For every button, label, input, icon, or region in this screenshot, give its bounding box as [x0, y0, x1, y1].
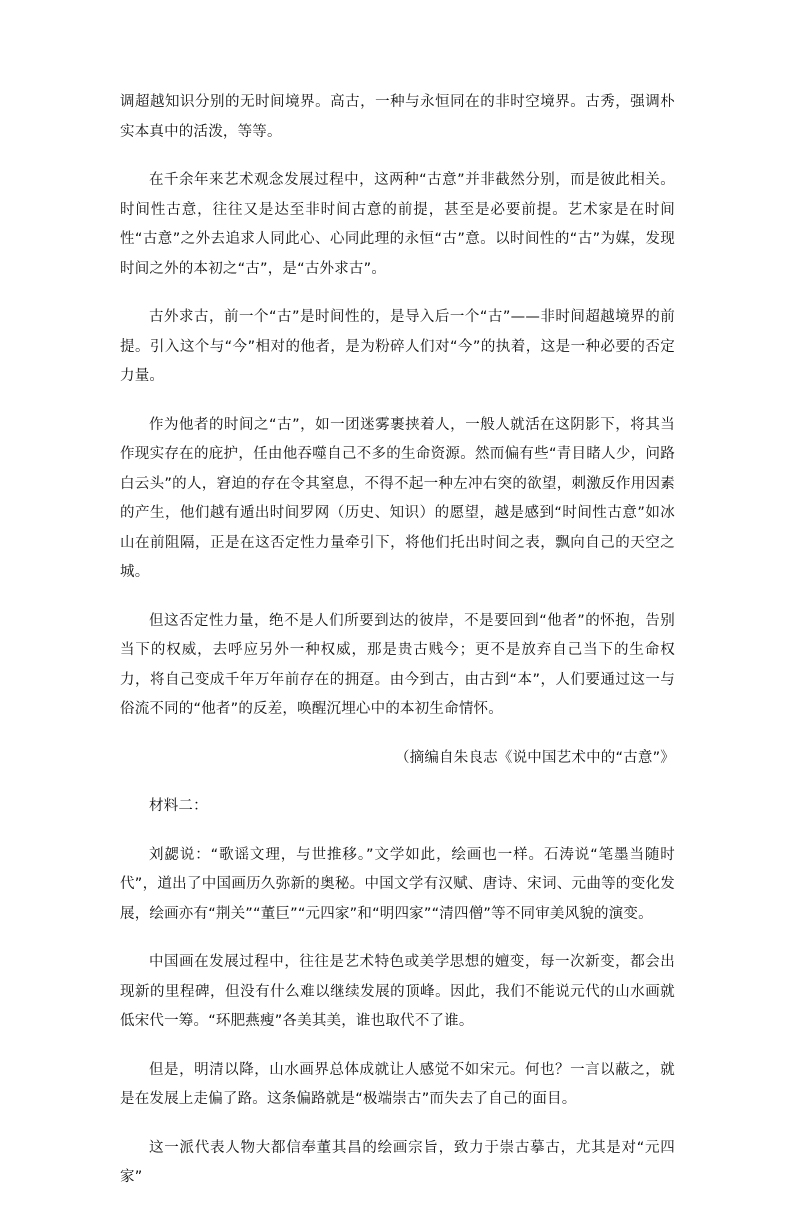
material-two-label: 材料二：	[149, 798, 208, 814]
paragraph-6: 刘勰说：“歌谣文理，与世推移。”文学如此，绘画也一样。石涛说“笔墨当随时代”，道出了中国画历久弥新的奥秘。中国文学有汉赋、唐诗、宋词、元曲等的变化发展，绘画亦有“荆关”“董巨”“元四家”和“明四家”“清四僧”等不同审美风貌的演变。	[120, 846, 675, 922]
paragraph-7: 中国画在发展过程中，往往是艺术特色或美学思想的嬗变，每一次新变，都会出现新的里程碑，但没有什么难以继续发展的顶峰。因此，我们不能说元代的山水画就低宋代一筹。“环肥燕瘦”各美其美，谁也取代不了谁。	[120, 954, 675, 1029]
paragraph-5: 但这否定性力量，绝不是人们所要到达的彼岸，不是要回到“他者”的怀抱，告别当下的权威，去呼应另外一种权威，那是贵古贱今；更不是放弃自己当下的生命权力，将自己变成千年万年前存在的拥趸。由今到古，由古到“本”，人们要通过这一与俗流不同的“他者”的反差，唤醒沉埋心中的本初生命情怀。	[120, 612, 675, 717]
paragraph-8: 但是，明清以降，山水画界总体成就让人感觉不如宋元。何也？一言以蔽之，就是在发展上走偏了路。这条偏路就是“极端崇古”而失去了自己的面目。	[120, 1061, 675, 1107]
paragraph-9: 这一派代表人物大都信奉董其昌的绘画宗旨，致力于崇古摹古，尤其是对“元四家”	[120, 1139, 675, 1185]
source-citation: （摘编自朱良志《说中国艺术中的“古意”》	[394, 749, 675, 766]
paragraph-1: 调超越知识分别的无时间境界。高古，一种与永恒同在的非时空境界。古秀，强调朴实本真中的活泼，等等。	[120, 94, 675, 140]
paragraph-4: 作为他者的时间之“古”，如一团迷雾裹挟着人，一般人就活在这阴影下，将其当作现实存在的庇护，任由他吞噬自己不多的生命资源。然而偏有些“青目睹人少，问路白云头”的人，窘迫的存在令其窒息，不得不起一种左冲右突的欲望，刺激反作用因素的产生，他们越有遁出时间罗网（历史、知识）的愿望，越是感到“时间性古意”如冰山在前阻隔，正是在这否定性力量牵引下，将他们托出时间之表，飘向自己的天空之城。	[120, 416, 675, 580]
paragraph-3: 古外求古，前一个“古”是时间性的，是导入后一个“古”——非时间超越境界的前提。引入这个与“今”相对的他者，是为粉碎人们对“今”的执着，这是一种必要的否定力量。	[120, 309, 675, 384]
paragraph-2: 在千余年来艺术观念发展过程中，这两种“古意”并非截然分别，而是彼此相关。时间性古意，往往又是达至非时间古意的前提，甚至是必要前提。艺术家是在时间性“古意”之外去追求人同此心、心同此理的永恒“古”意。以时间性的“古”为媒，发现时间之外的本初之“古”，是“古外求古”。	[120, 172, 675, 277]
document-page	[120, 88, 675, 1212]
